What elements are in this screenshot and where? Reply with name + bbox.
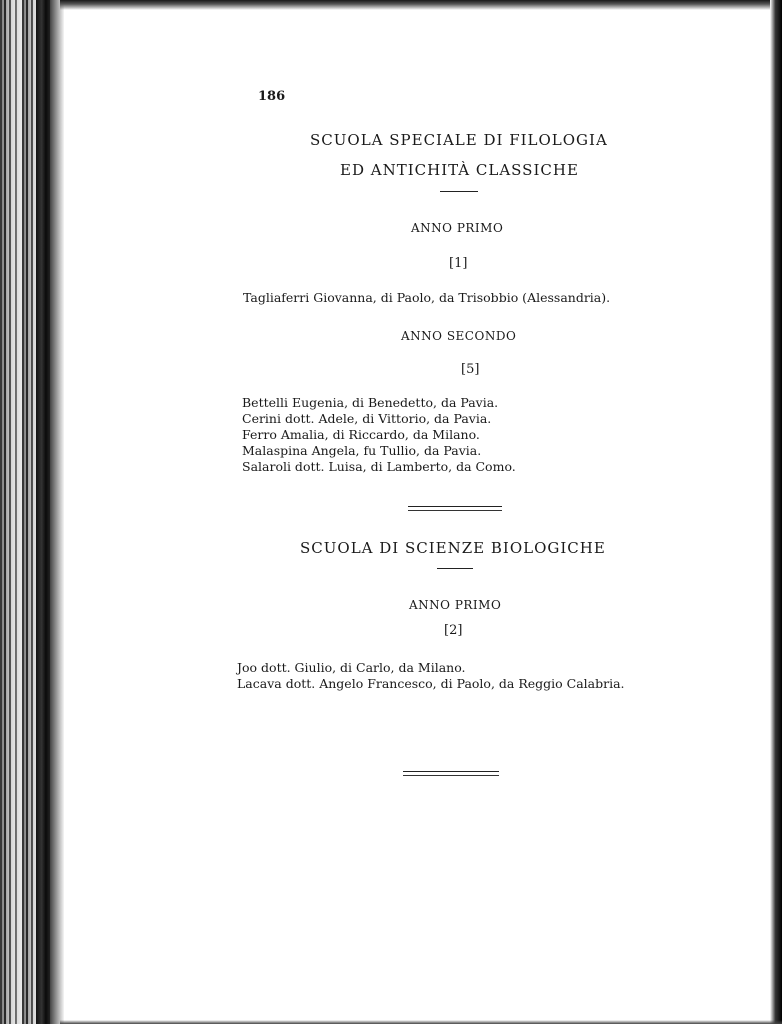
section-divider bbox=[408, 506, 502, 511]
binding-fade bbox=[50, 0, 64, 1024]
student-list bbox=[237, 660, 625, 692]
list-item: Lacava dott. Angelo Francesco, di Paolo, da Reggio Calabria. bbox=[237, 676, 625, 691]
end-divider bbox=[403, 771, 499, 776]
page-number: 186 bbox=[258, 89, 286, 104]
list-item: Joo dott. Giulio, di Carlo, da Milano. bbox=[237, 660, 466, 675]
scan-right-edge bbox=[770, 0, 782, 1024]
section-title-biologiche: SCUOLA DI SCIENZE BIOLOGICHE bbox=[300, 539, 606, 557]
title-divider bbox=[440, 191, 478, 192]
student-count: [5] bbox=[461, 362, 480, 377]
binding-shadow bbox=[36, 0, 50, 1024]
student-count: [2] bbox=[444, 623, 463, 638]
section-title-filologia-line1: SCUOLA SPECIALE DI FILOLOGIA bbox=[310, 131, 608, 149]
list-item: Malaspina Angela, fu Tullio, da Pavia. bbox=[242, 443, 482, 458]
list-item: Cerini dott. Adele, di Vittorio, da Pavia. bbox=[242, 411, 492, 426]
list-item: Tagliaferri Giovanna, di Paolo, da Trisobbio (Alessandria). bbox=[243, 290, 611, 305]
student-list bbox=[242, 395, 516, 475]
scan-bottom-edge bbox=[60, 1020, 782, 1024]
list-item: Bettelli Eugenia, di Benedetto, da Pavia. bbox=[242, 395, 499, 410]
student-list bbox=[243, 290, 610, 306]
list-item: Salaroli dott. Luisa, di Lamberto, da Como. bbox=[242, 459, 516, 474]
scan-top-edge bbox=[60, 0, 782, 10]
title-divider bbox=[437, 568, 473, 569]
student-count: [1] bbox=[449, 256, 468, 271]
section-title-filologia-line2: ED ANTICHITÀ CLASSICHE bbox=[340, 161, 579, 179]
year-heading-secondo: ANNO SECONDO bbox=[401, 329, 517, 343]
year-heading-primo: ANNO PRIMO bbox=[411, 221, 504, 235]
year-heading-primo: ANNO PRIMO bbox=[409, 598, 502, 612]
list-item: Ferro Amalia, di Riccardo, da Milano. bbox=[242, 427, 480, 442]
